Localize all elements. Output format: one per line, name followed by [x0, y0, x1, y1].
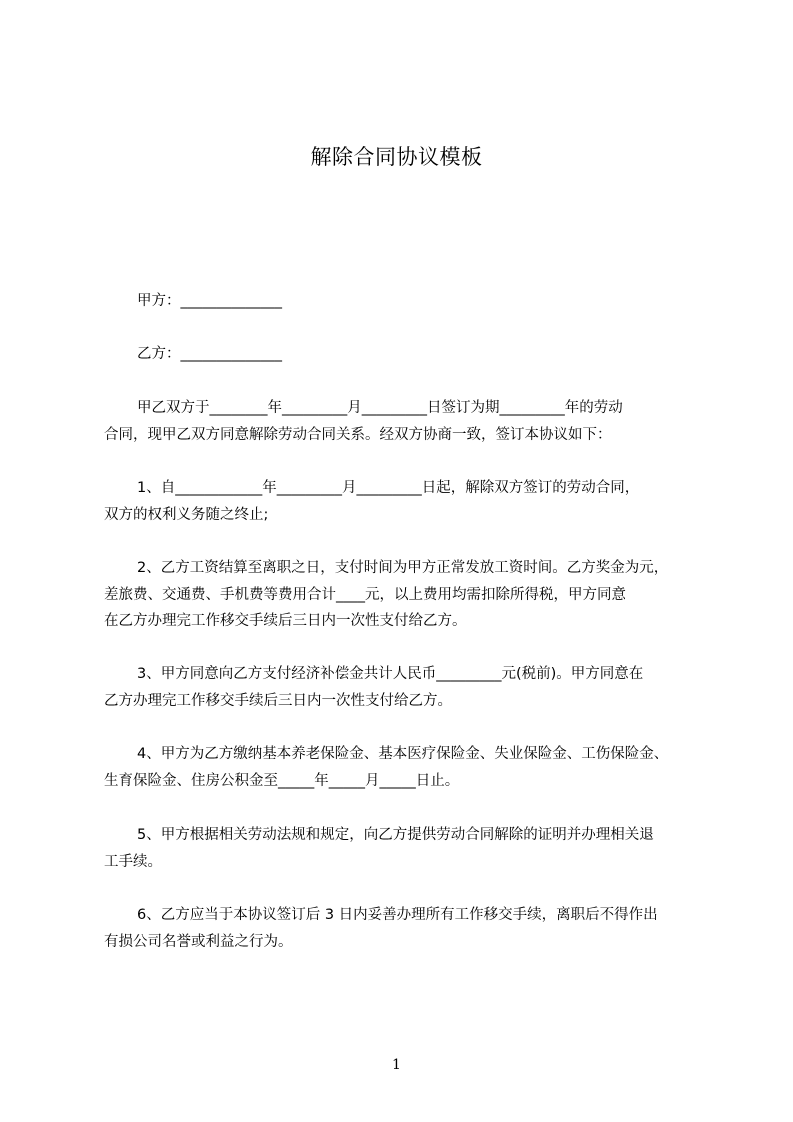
clause-3-line-1: 3、甲方同意向乙方支付经济补偿金共计人民币_________元(税前)。甲方同意在: [137, 666, 644, 682]
intro-line-1: 甲乙双方于________年_________月_________日签订为期_________年的劳动: [137, 400, 623, 416]
clause-3-line-2: 乙方办理完工作移交手续后三日内一次性支付给乙方。: [104, 693, 452, 709]
clause-4-line-1: 4、甲方为乙方缴纳基本养老保险金、基本医疗保险金、失业保险金、工伤保险金、: [137, 746, 669, 762]
party-b-line: 乙方：______________: [137, 346, 282, 362]
clause-5-line-2: 工手续。: [104, 854, 162, 870]
clause-1-line-2: 双方的权利义务随之终止;: [104, 507, 269, 523]
clause-2-line-3: 在乙方办理完工作移交手续后三日内一次性支付给乙方。: [104, 613, 467, 629]
party-a-line: 甲方：______________: [137, 293, 282, 309]
document-title: 解除合同协议模板: [310, 145, 483, 169]
page-number: 1: [392, 1057, 401, 1073]
intro-line-2: 合同，现甲乙双方同意解除劳动合同关系。经双方协商一致，签订本协议如下：: [104, 427, 612, 443]
clause-2-line-1: 2、乙方工资结算至离职之日，支付时间为甲方正常发放工资时间。乙方奖金为元，: [137, 560, 669, 576]
clause-6-line-2: 有损公司名誉或利益之行为。: [104, 934, 293, 950]
clause-1-line-1: 1、自____________年_________月_________日起，解除双方签订的劳动合同，: [137, 480, 640, 496]
clause-6-line-1: 6、乙方应当于本协议签订后 3 日内妥善办理所有工作移交手续，离职后不得作出: [137, 907, 658, 923]
clause-2-line-2: 差旅费、交通费、手机费等费用合计____元，以上费用均需扣除所得税，甲方同意: [104, 587, 626, 603]
clause-5-line-1: 5、甲方根据相关劳动法规和规定，向乙方提供劳动合同解除的证明并办理相关退: [137, 827, 654, 843]
clause-4-line-2: 生育保险金、住房公积金至_____年_____月_____日止。: [104, 773, 460, 789]
